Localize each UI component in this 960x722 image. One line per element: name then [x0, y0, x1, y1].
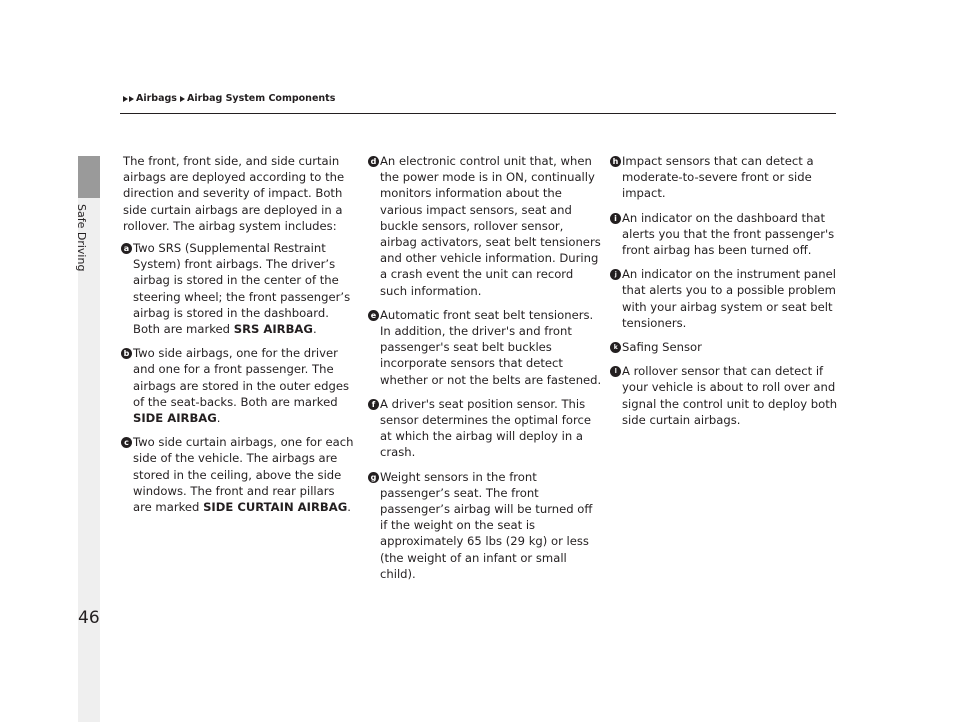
item-text: Automatic front seat belt tensioners. In addition, the driver's and front passenger's seat belt buckles incorporate sensors that detect whether or not the belts are fastened. [380, 307, 602, 387]
item-tail: . [347, 500, 351, 515]
item-text: A rollover sensor that can detect if your vehicle is about to roll over and signal the control unit to deploy both side curtain airbags. [622, 364, 838, 427]
marker-7-icon: g [368, 472, 379, 483]
list-item [123, 434, 355, 515]
marker-4-icon: d [368, 156, 379, 167]
text-column-2 [370, 153, 602, 590]
arrow-right-icon [129, 96, 134, 102]
list-item [612, 153, 842, 202]
item-text: Two side airbags, one for the driver and one for a front passenger. The airbags are stored in the outer edges of the seat-backs. Both are marked [133, 346, 350, 409]
section-label: Safe Driving [75, 204, 88, 272]
breadcrumb-item[interactable]: Airbag System Components [186, 93, 336, 104]
item-text: An indicator on the dashboard that alerts you that the front passenger's front airbag has been turned off. [622, 210, 835, 258]
marker-9-icon: i [610, 213, 621, 224]
intro-paragraph: The front, front side, and side curtain airbags are deployed according to the direction and severity of impact. Both side curtain airbags are deployed in a rollover. The airbag system includes: [123, 154, 345, 233]
list-item [612, 266, 842, 331]
item-text: An indicator on the instrument panel that alerts you to a possible problem with your airbag system or seat belt tensioners. [622, 267, 836, 330]
item-text: Safing Sensor [622, 340, 702, 355]
marker-3-icon: c [121, 437, 132, 448]
item-tail: . [216, 411, 221, 426]
text-column-3 [612, 153, 842, 436]
item-text: An electronic control unit that, when the power mode is in ON, continually monitors information about the various impact sensors, seat and buckle sensors, rollover sensor, airbag activators, seat belt tensioners and other vehicle information. During a crash event the unit can record such information. [380, 154, 601, 298]
arrow-right-icon [123, 96, 128, 102]
marker-8-icon: h [610, 156, 621, 167]
arrow-right-icon [180, 96, 185, 102]
list-item [612, 210, 842, 259]
breadcrumb [123, 93, 338, 104]
marker-1-icon: a [121, 243, 132, 254]
text-column-1 [123, 153, 355, 523]
item-label: SRS AIRBAG [233, 322, 313, 337]
list-item [612, 339, 842, 355]
marker-12-icon: l [610, 366, 621, 377]
marker-6-icon: f [368, 399, 379, 410]
item-text: Impact sensors that can detect a moderate-to-severe front or side impact. [622, 154, 814, 201]
item-text: Two SRS (Supplemental Restraint System) front airbags. The driver’s airbag is stored in the center of the steering wheel; the front passenger’s airbag is stored in the dashboard. Both are marked [133, 241, 351, 337]
marker-10-icon: j [610, 269, 621, 280]
item-label: SIDE CURTAIN AIRBAG [203, 500, 348, 515]
sidebar-tab-marker [78, 156, 100, 198]
list-item [370, 307, 602, 388]
marker-5-icon: e [368, 310, 379, 321]
item-text: Weight sensors in the front passenger’s seat. The front passenger’s airbag will be turned off if the weight on the seat is approximately 65 lbs (29 kg) or less (the weight of an infant or small child). [380, 469, 593, 581]
list-item [123, 345, 355, 426]
list-item [123, 240, 355, 337]
list-item [370, 153, 602, 299]
item-label: SIDE AIRBAG [133, 411, 217, 426]
item-text: A driver's seat position sensor. This sensor determines the optimal force at which the airbag will deploy in a crash. [380, 396, 591, 460]
item-tail: . [312, 322, 317, 337]
marker-2-icon: b [121, 348, 132, 359]
list-item [370, 396, 602, 461]
breadcrumb-item[interactable]: Airbags [136, 93, 177, 104]
page-number: 46 [78, 608, 100, 628]
list-item [612, 363, 842, 428]
list-item [370, 469, 602, 582]
item-text: Two side curtain airbags, one for each side of the vehicle. The airbags are stored in the ceiling, above the side windows. The front and rear pillars are marked [133, 435, 354, 515]
header-divider [120, 113, 836, 114]
marker-11-icon: k [610, 342, 621, 353]
